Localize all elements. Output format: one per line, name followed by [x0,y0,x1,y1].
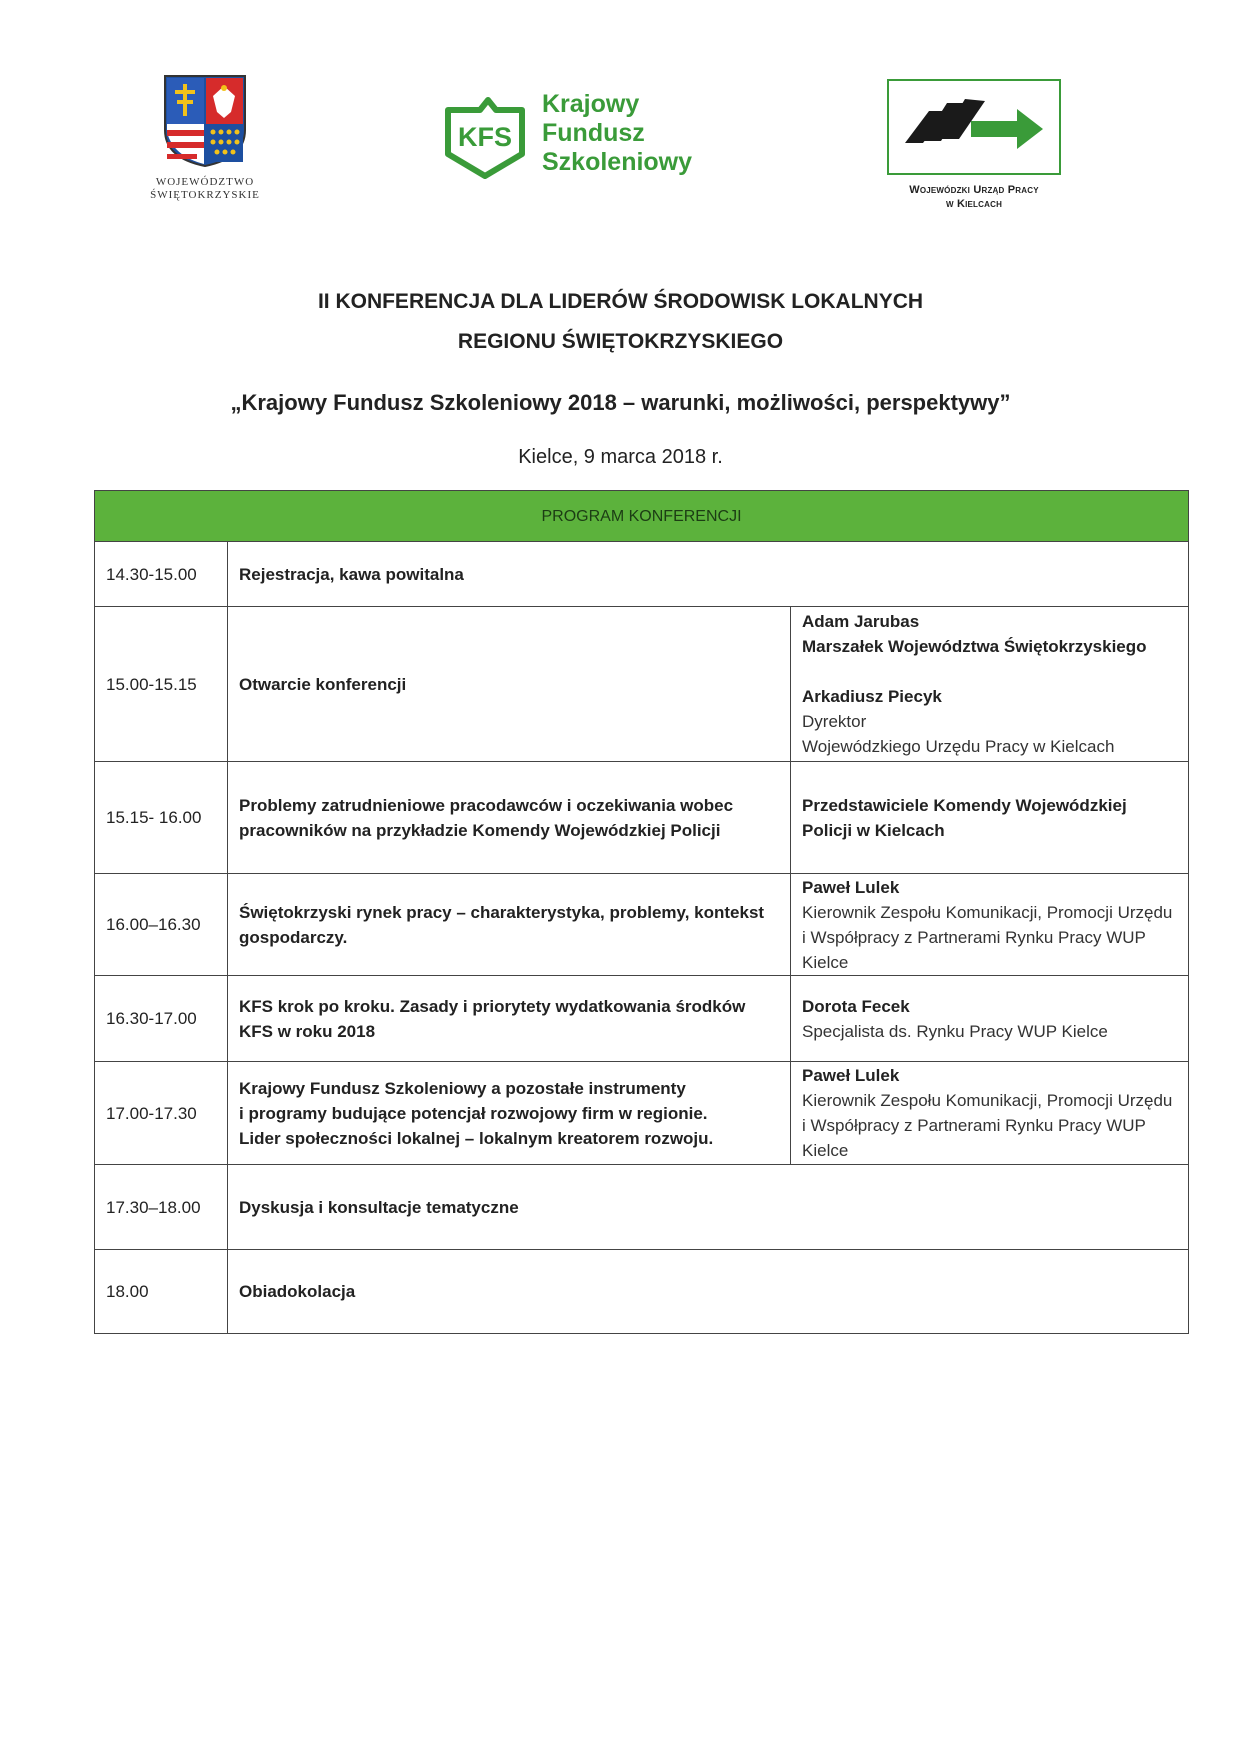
row-time: 15.15- 16.00 [95,762,228,874]
row-time: 16.00–16.30 [95,874,228,976]
wup-caption-line2: w Kielcach [945,198,1003,210]
row-topic-line: i programy budujące potencjał rozwojowy firm w regionie. [239,1103,708,1123]
row-topic: Otwarcie konferencji [228,607,791,762]
program-table [94,490,1189,1334]
kfs-name-line2: Fundusz [542,119,645,147]
program-row [95,1250,1189,1334]
row-speakers [791,607,1189,762]
wojewodztwo-caption-line1: WOJEWÓDZTWO [155,176,255,188]
row-topic-line: Lider społeczności lokalnej – lokalnym kreatorem rozwoju. [239,1128,714,1148]
conference-title-line2: REGIONU ŚWIĘTOKRZYSKIEGO [457,330,784,353]
program-row [95,762,1189,874]
kfs-logo [440,90,710,190]
speaker-name: Paweł Lulek [802,1066,900,1085]
kfs-name [542,90,692,177]
row-speakers [791,874,1189,976]
program-row [95,1165,1189,1250]
program-header: PROGRAM KONFERENCJI [95,491,1189,542]
wup-logo [885,79,1063,211]
kfs-abbr: KFS [458,122,512,152]
coat-of-arms-icon [161,72,249,168]
program-row [95,542,1189,607]
row-time: 18.00 [95,1250,228,1334]
speaker-name: Arkadiusz Piecyk [802,687,942,706]
conference-subtitle: „Krajowy Fundusz Szkoleniowy 2018 – warunki, możliwości, perspektywy” [230,390,1011,415]
speaker-role: Wojewódzkiego Urzędu Pracy w Kielcach [802,737,1115,756]
conference-title-line1: II KONFERENCJA DLA LIDERÓW ŚRODOWISK LOKALNYCH [317,290,924,313]
row-topic: KFS krok po kroku. Zasady i priorytety wydatkowania środków KFS w roku 2018 [228,976,791,1062]
place-date: Kielce, 9 marca 2018 r. [518,446,723,468]
row-speakers [791,1062,1189,1165]
wup-caption [885,183,1063,211]
row-topic-line: Krajowy Fundusz Szkoleniowy a pozostałe instrumenty [239,1078,686,1098]
speaker-name: Adam Jarubas [802,612,920,631]
wojewodztwo-logo [135,72,275,202]
program-header-row [95,491,1189,542]
program-row [95,874,1189,976]
speaker-name: Paweł Lulek [802,877,900,897]
speaker-role: Specjalista ds. Rynku Pracy WUP Kielce [802,1021,1108,1041]
program-row [95,607,1189,762]
speaker-role: Marszałek Województwa Świętokrzyskiego [802,637,1147,656]
row-topic [228,1062,791,1165]
row-time: 16.30-17.00 [95,976,228,1062]
row-time: 14.30-15.00 [95,542,228,607]
speaker-role: Dyrektor [802,712,867,731]
row-topic: Dyskusja i konsultacje tematyczne [228,1165,1189,1250]
speaker-name: Przedstawiciele Komendy Wojewódzkiej Policji w Kielcach [802,795,1127,840]
wup-emblem-icon [887,79,1061,175]
row-topic: Świętokrzyski rynek pracy – charakterystyka, problemy, kontekst gospodarczy. [228,874,791,976]
program-row [95,976,1189,1062]
program-row [95,1062,1189,1165]
speaker-name: Dorota Fecek [802,996,910,1016]
wojewodztwo-caption [135,176,275,202]
row-time: 15.00-15.15 [95,607,228,762]
wup-caption-line1: Wojewódzki Urząd Pracy [909,184,1039,196]
row-time: 17.00-17.30 [95,1062,228,1165]
row-topic: Rejestracja, kawa powitalna [228,542,1189,607]
kfs-shield-icon [440,96,530,180]
row-speakers [791,762,1189,874]
speaker-role: Kierownik Zespołu Komunikacji, Promocji Urzędu i Współpracy z Partnerami Rynku Pracy WUP Kielce [802,902,1173,972]
kfs-name-line3: Szkoleniowy [542,148,693,176]
wojewodztwo-caption-line2: ŚWIĘTOKRZYSKIE [150,189,260,201]
row-topic: Problemy zatrudnieniowe pracodawców i oczekiwania wobec pracowników na przykładzie Komendy Wojewódzkiej Policji [228,762,791,874]
row-time: 17.30–18.00 [95,1165,228,1250]
logo-header [0,0,1241,230]
row-topic: Obiadokolacja [228,1250,1189,1334]
speaker-role: Kierownik Zespołu Komunikacji, Promocji Urzędu i Współpracy z Partnerami Rynku Pracy WUP Kielce [802,1091,1173,1160]
row-speakers [791,976,1189,1062]
kfs-name-line1: Krajowy [542,90,640,118]
